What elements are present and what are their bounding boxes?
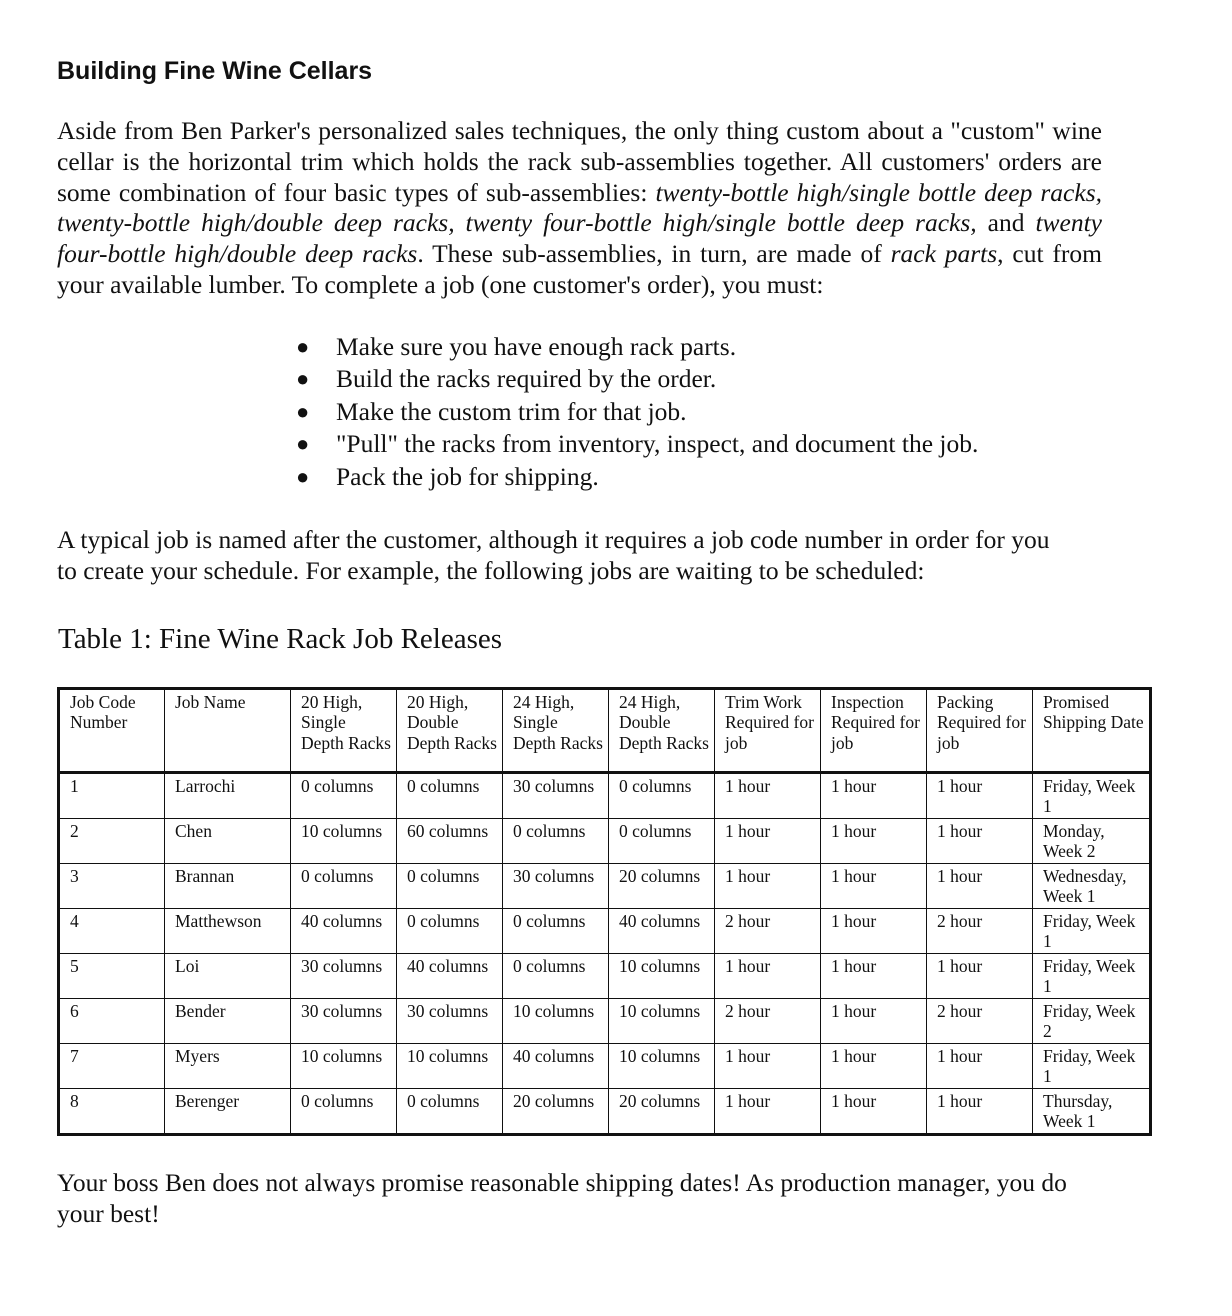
table-cell: 0 columns bbox=[291, 1088, 397, 1134]
table-cell: 2 hour bbox=[927, 998, 1033, 1043]
table-cell: 40 columns bbox=[291, 908, 397, 953]
job-step: ● Build the racks required by the order. bbox=[289, 363, 1157, 396]
table-cell: 1 hour bbox=[821, 863, 927, 908]
table-row bbox=[59, 772, 1151, 818]
table-cell: Loi bbox=[165, 953, 291, 998]
table-cell: Chen bbox=[165, 818, 291, 863]
table-cell: 30 columns bbox=[291, 998, 397, 1043]
table-cell: 2 hour bbox=[715, 908, 821, 953]
table-cell: 40 columns bbox=[397, 953, 503, 998]
table-cell: 30 columns bbox=[397, 998, 503, 1043]
column-header: Job Code Number bbox=[59, 688, 165, 772]
table-cell: 1 bbox=[59, 772, 165, 818]
table-cell: Friday, Week 1 bbox=[1033, 953, 1151, 998]
table-cell: 7 bbox=[59, 1043, 165, 1088]
table-cell: Monday, Week 2 bbox=[1033, 818, 1151, 863]
table-cell: 20 columns bbox=[609, 863, 715, 908]
table-cell: Berenger bbox=[165, 1088, 291, 1134]
table-cell: 1 hour bbox=[927, 1088, 1033, 1134]
column-header: Packing Required for job bbox=[927, 688, 1033, 772]
table-cell: Friday, Week 1 bbox=[1033, 908, 1151, 953]
bullet-icon: ● bbox=[296, 366, 310, 392]
table-cell: 1 hour bbox=[821, 908, 927, 953]
table-cell: Brannan bbox=[165, 863, 291, 908]
table-cell: 40 columns bbox=[609, 908, 715, 953]
column-header: 24 High, Double Depth Racks bbox=[609, 688, 715, 772]
table-cell: 30 columns bbox=[291, 953, 397, 998]
table-cell: 1 hour bbox=[927, 818, 1033, 863]
table-cell: 0 columns bbox=[397, 863, 503, 908]
table-cell: Bender bbox=[165, 998, 291, 1043]
table-cell: 1 hour bbox=[715, 772, 821, 818]
column-header: 24 High, Single Depth Racks bbox=[503, 688, 609, 772]
table-cell: 10 columns bbox=[609, 953, 715, 998]
column-header: Promised Shipping Date bbox=[1033, 688, 1151, 772]
table-row bbox=[59, 908, 1151, 953]
table-cell: 10 columns bbox=[503, 998, 609, 1043]
job-step: ● Pack the job for shipping. bbox=[289, 461, 1157, 494]
table-cell: 40 columns bbox=[503, 1043, 609, 1088]
table-cell: 1 hour bbox=[821, 818, 927, 863]
table-body bbox=[59, 772, 1151, 1134]
table-cell: 0 columns bbox=[609, 818, 715, 863]
table-cell: 1 hour bbox=[715, 1088, 821, 1134]
table-cell: 10 columns bbox=[609, 1043, 715, 1088]
table-cell: 1 hour bbox=[821, 998, 927, 1043]
column-header: Inspection Required for job bbox=[821, 688, 927, 772]
column-header: 20 High, Single Depth Racks bbox=[291, 688, 397, 772]
table-cell: 2 hour bbox=[715, 998, 821, 1043]
table-cell: 1 hour bbox=[715, 1043, 821, 1088]
table-cell: Matthewson bbox=[165, 908, 291, 953]
rack-type-italic: twenty four-bottle high/double deep racks bbox=[57, 208, 1103, 269]
table-header-row bbox=[59, 688, 1151, 772]
bullet-icon: ● bbox=[296, 398, 310, 424]
rack-types-italic: twenty-bottle high/single bottle deep racks, twenty-bottle high/double deep racks, twenty four-bottle high/single bottle deep racks, bbox=[57, 177, 1102, 238]
table-cell: Friday, Week 1 bbox=[1033, 772, 1151, 818]
bullet-icon: ● bbox=[296, 463, 310, 489]
typical-job-paragraph: A typical job is named after the customer, although it requires a job code number in order for you to create your schedule. For example, the following jobs are waiting to be scheduled: bbox=[57, 525, 1050, 586]
column-header: 20 High, Double Depth Racks bbox=[397, 688, 503, 772]
table-cell: 1 hour bbox=[927, 953, 1033, 998]
rack-parts-italic: rack parts bbox=[890, 239, 998, 269]
table-cell: 0 columns bbox=[397, 772, 503, 818]
table-cell: 0 columns bbox=[503, 908, 609, 953]
table-cell: 1 hour bbox=[715, 863, 821, 908]
bullet-icon: ● bbox=[296, 333, 310, 359]
table-cell: 6 bbox=[59, 998, 165, 1043]
table-cell: Wednesday, Week 1 bbox=[1033, 863, 1151, 908]
table-row bbox=[59, 953, 1151, 998]
job-releases-table bbox=[57, 687, 1152, 1136]
table-row bbox=[59, 818, 1151, 863]
table-cell: 0 columns bbox=[291, 772, 397, 818]
table-cell: 1 hour bbox=[821, 1088, 927, 1134]
table-cell: 1 hour bbox=[927, 772, 1033, 818]
table-cell: 10 columns bbox=[397, 1043, 503, 1088]
job-step: ● "Pull" the racks from inventory, inspect, and document the job. bbox=[289, 428, 1157, 461]
job-step: ● Make sure you have enough rack parts. bbox=[289, 331, 1157, 364]
table-cell: 0 columns bbox=[609, 772, 715, 818]
table-cell: Thursday, Week 1 bbox=[1033, 1088, 1151, 1134]
table-cell: 0 columns bbox=[397, 908, 503, 953]
table-cell: 0 columns bbox=[291, 863, 397, 908]
table-cell: 20 columns bbox=[503, 1088, 609, 1134]
table-cell: 1 hour bbox=[715, 818, 821, 863]
table-cell: 4 bbox=[59, 908, 165, 953]
table-cell: 2 hour bbox=[927, 908, 1033, 953]
table-row bbox=[59, 1043, 1151, 1088]
table-cell: 0 columns bbox=[503, 818, 609, 863]
column-header: Job Name bbox=[165, 688, 291, 772]
table-cell: 10 columns bbox=[291, 1043, 397, 1088]
column-header: Trim Work Required for job bbox=[715, 688, 821, 772]
table-cell: 2 bbox=[59, 818, 165, 863]
table-cell: 20 columns bbox=[609, 1088, 715, 1134]
table-row bbox=[59, 998, 1151, 1043]
table-cell: 60 columns bbox=[397, 818, 503, 863]
table-cell: Larrochi bbox=[165, 772, 291, 818]
intro-text-1: Aside from Ben Parker's personalized sales techniques, the only thing custom about a "custom" wine cellar is the horizontal trim which holds the rack sub-assemblies together. All customers' orders are some combination of four basic types of sub-assemblies: bbox=[57, 116, 1102, 207]
table-cell: 10 columns bbox=[291, 818, 397, 863]
table-cell: 1 hour bbox=[927, 863, 1033, 908]
table-cell: 1 hour bbox=[821, 772, 927, 818]
table-cell: 5 bbox=[59, 953, 165, 998]
table-cell: 10 columns bbox=[609, 998, 715, 1043]
table-cell: 1 hour bbox=[715, 953, 821, 998]
table-row bbox=[59, 1088, 1151, 1134]
job-step: ● Make the custom trim for that job. bbox=[289, 396, 1157, 429]
table-cell: 30 columns bbox=[503, 772, 609, 818]
table-caption: Table 1: Fine Wine Rack Job Releases bbox=[58, 622, 503, 655]
page-title: Building Fine Wine Cellars bbox=[57, 57, 373, 85]
table-cell: 0 columns bbox=[397, 1088, 503, 1134]
table-cell: 0 columns bbox=[503, 953, 609, 998]
table-cell: Friday, Week 2 bbox=[1033, 998, 1151, 1043]
table-cell: 30 columns bbox=[503, 863, 609, 908]
table-cell: 1 hour bbox=[927, 1043, 1033, 1088]
closing-paragraph: Your boss Ben does not always promise reasonable shipping dates! As production manager, you do your best! bbox=[57, 1167, 1067, 1228]
table-cell: Friday, Week 1 bbox=[1033, 1043, 1151, 1088]
table-cell: Myers bbox=[165, 1043, 291, 1088]
table-cell: 3 bbox=[59, 863, 165, 908]
table-cell: 1 hour bbox=[821, 1043, 927, 1088]
table-cell: 1 hour bbox=[821, 953, 927, 998]
bullet-icon: ● bbox=[296, 431, 310, 457]
job-steps-list bbox=[57, 331, 1157, 494]
document-page bbox=[57, 55, 1157, 1229]
intro-paragraph bbox=[57, 116, 1102, 301]
table-cell: 8 bbox=[59, 1088, 165, 1134]
intro-text-4: , cut from your available lumber. To complete a job (one customer's order), you must: bbox=[57, 239, 1102, 299]
intro-text-3: . These sub-assemblies, in turn, are made of bbox=[417, 239, 891, 269]
table-row bbox=[59, 863, 1151, 908]
intro-text-2: and bbox=[976, 208, 1036, 238]
